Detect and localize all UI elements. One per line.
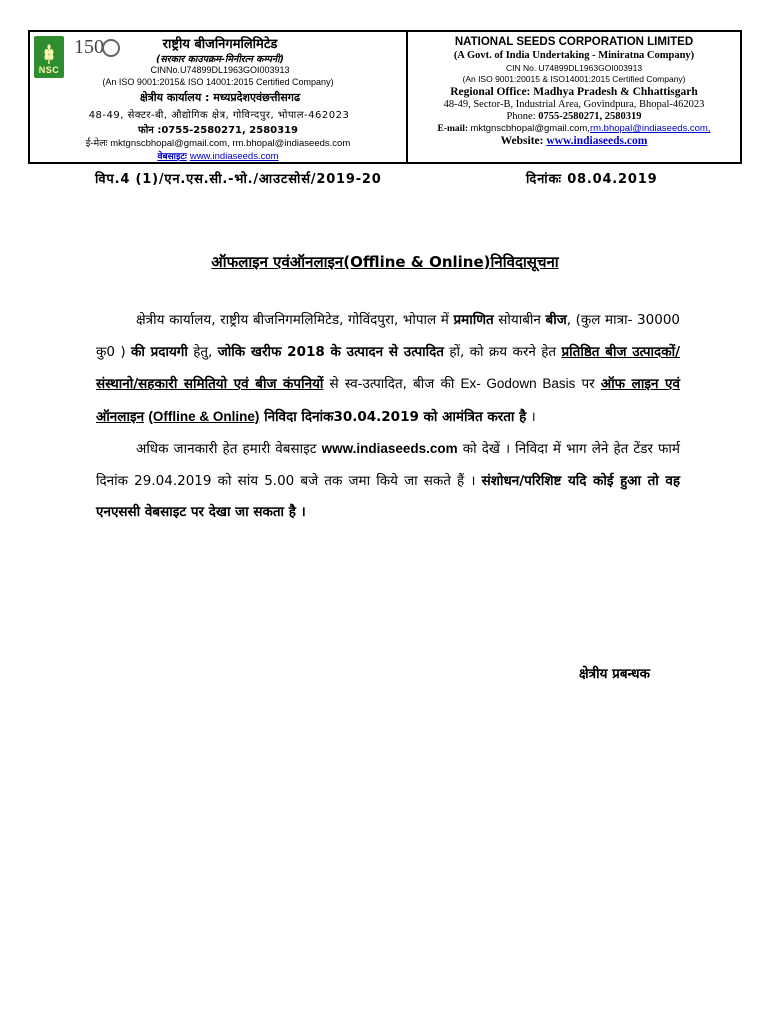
letterhead-hindi [30, 32, 408, 162]
p1-text: । [526, 408, 536, 425]
english-phone [412, 111, 736, 122]
english-phone-value: 0755-2580271, 2580319 [538, 111, 642, 122]
p2-text: अधिक जानकारी हेत हमारी वेबसाइट [136, 441, 322, 457]
hindi-phone: फोन :0755-2580271, 2580319 [137, 125, 298, 136]
english-iso: (An ISO 9001:20015 & ISO14001:2015 Certified Company) [462, 74, 686, 84]
letterhead [28, 30, 742, 164]
paragraph-2 [96, 433, 680, 529]
paragraph-1 [96, 305, 680, 433]
english-website [412, 135, 736, 147]
nsc-logo-text: NSC [38, 65, 60, 75]
p1-text: , (कुल मात्रा- 30000 कु0 ) [96, 312, 681, 360]
notice-body [96, 305, 680, 529]
letterhead-english [408, 32, 740, 162]
hindi-iso: (An ISO 9001:2015& ISO 14001:2015 Certified Company) [102, 77, 334, 87]
letter-date: दिनांकः 08.04.2019 [526, 172, 658, 187]
p1-tender-date: निविदा दिनांक30.04.2019 को आमंत्रित करता है [259, 408, 527, 425]
english-cin: CIN No. U74899DL1963GOI003913 [505, 63, 643, 73]
hindi-regional-office: क्षेत्रीय कार्यालय : मध्यप्रदेशएवंछत्तीसगढ [139, 91, 301, 104]
signature-regional-manager: क्षेत्रीय प्रबन्धक [579, 666, 650, 682]
english-company-name: NATIONAL SEEDS CORPORATION LIMITED [454, 36, 694, 48]
anniversary-number: 150 [74, 36, 104, 58]
hindi-email: ई-मेलः mktgnscbhopal@gmail.com, rm.bhopal@indiaseeds.com [85, 138, 351, 149]
p2-amendment: संशोधन/परिशिष्ट यदि कोई हुआ तो वह एनएससी वेबसाइट पर देखा जा सकता है । [96, 472, 681, 520]
hindi-address: 48-49, सेक्टर-बी, औद्योगिक क्षेत्र, गोविन्दपुर, भोपाल-462023 [88, 110, 350, 121]
p1-offline-online-hindi: ऑफ लाइन एवं ऑनलाइन [96, 376, 680, 425]
english-regional-office: Regional Office: Madhya Pradesh & Chhattisgarh [450, 86, 698, 98]
hindi-website [30, 149, 406, 162]
notice-title: ऑफलाइन एवंऑनलाइन(Offline & Online)निविदासूचना [211, 253, 559, 271]
english-company-subtitle: (A Govt. of India Undertaking - Miniratna Company) [453, 50, 695, 61]
english-email-label: E-mail: [437, 124, 469, 134]
p1-producers: प्रतिष्ठित बीज उत्पादकों/संस्थानो/सहकारी समितियो एवं बीज कंपनियों [96, 343, 681, 392]
english-email-1[interactable]: mktgnscbhopal@gmail.com, [470, 123, 590, 134]
p2-text: को देखें । निविदा में भाग लेने हेत टेंडर फार्म दिनांक 29.04.2019 को सांय 5.00 बजे तक जमा किये जा सकते हैं । [96, 441, 680, 489]
wheat-icon [43, 44, 55, 64]
english-website-label: Website: [500, 135, 544, 147]
p1-text: क्षेत्रीय कार्यालय, राष्ट्रीय बीजनिगमलिमिटेड, गोविंदपुरा, भोपाल में [136, 312, 454, 328]
english-address: 48-49, Sector-B, Industrial Area, Govindpura, Bhopal-462023 [443, 99, 705, 110]
p1-kharif: जोकि खरीफ 2018 के उत्पादन से उत्पादित [217, 343, 444, 360]
hindi-website-label: वेबसाइटः [157, 152, 187, 162]
p1-certified: प्रमाणित [453, 312, 494, 328]
english-email-2[interactable]: rm.bhopal@indiaseeds.com, [589, 123, 711, 134]
p1-offline-online: (Offline & Online) [148, 408, 260, 424]
p1-text: सोयाबीन [493, 312, 546, 328]
p1-text: हेतु, [187, 343, 218, 360]
p1-supply: की प्रदायगी [130, 343, 188, 360]
p1-text: पर [575, 376, 601, 392]
english-website-link[interactable]: www.indiaseeds.com [546, 135, 648, 147]
hindi-company-name: राष्ट्रीय बीजनिगमलिमिटेड [162, 37, 278, 52]
english-email [412, 123, 736, 134]
p1-text: से स्व-उत्पादित, बीज की [323, 376, 461, 392]
hindi-company-subtitle: (सरकार काउपक्रम-मिनीरत्न कम्पनी) [156, 54, 284, 65]
p1-text: हों, को क्रय करने हेत [443, 343, 562, 360]
p1-ex-godown: Ex- Godown Basis [460, 376, 576, 391]
english-phone-label: Phone: [506, 111, 536, 122]
p1-seed: बीज [545, 312, 567, 328]
reference-number: विप.4 (1)/एन.एस.सी.-भो./आउटसोर्स/2019-20 [95, 172, 382, 187]
hindi-cin: CINNo.U74899DL1963GOI003913 [150, 65, 290, 75]
p2-website[interactable]: www.indiaseeds.com [321, 441, 458, 456]
hindi-website-link[interactable]: www.indiaseeds.com [189, 151, 279, 162]
